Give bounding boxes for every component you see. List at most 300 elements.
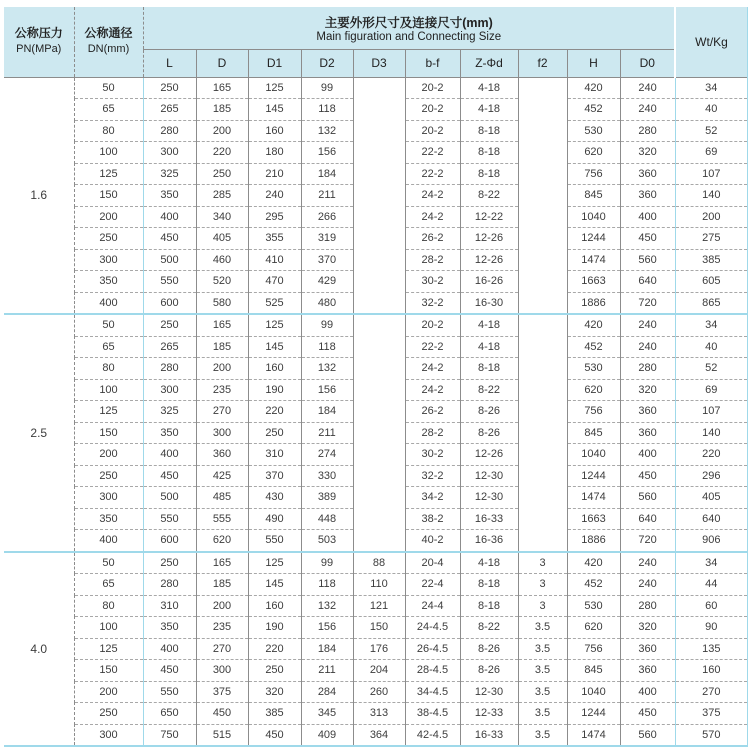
h-value: 1474: [567, 724, 620, 745]
z-phi-d-value: 12-26: [460, 228, 518, 250]
d1-value: 320: [248, 681, 301, 703]
d0-value: 240: [620, 77, 675, 99]
weight-value: 275: [675, 228, 747, 250]
d0-value: 450: [620, 465, 675, 487]
weight-value: 640: [675, 508, 747, 530]
l-value: 550: [143, 508, 196, 530]
d1-value: 370: [248, 465, 301, 487]
l-value: 265: [143, 336, 196, 358]
table-row: [4, 595, 747, 617]
table-row: [4, 77, 747, 99]
diameter-value: 250: [74, 228, 143, 250]
h-value: 1040: [567, 681, 620, 703]
d3-value: 110: [353, 574, 405, 596]
h-value: 620: [567, 379, 620, 401]
d0-value: 320: [620, 379, 675, 401]
d1-value: 210: [248, 163, 301, 185]
d2-value: 99: [301, 77, 353, 99]
diameter-value: 65: [74, 336, 143, 358]
l-value: 325: [143, 163, 196, 185]
l-value: 250: [143, 77, 196, 99]
d2-value: 503: [301, 530, 353, 552]
weight-value: 906: [675, 530, 747, 552]
d1-value: 145: [248, 574, 301, 596]
d2-value: 184: [301, 638, 353, 660]
d0-value: 360: [620, 638, 675, 660]
d2-value: 211: [301, 422, 353, 444]
l-value: 350: [143, 617, 196, 639]
d2-value: 184: [301, 401, 353, 423]
d1-value: 295: [248, 206, 301, 228]
bf-value: 22-2: [405, 336, 460, 358]
z-phi-d-value: 16-33: [460, 508, 518, 530]
z-phi-d-value: 8-18: [460, 142, 518, 164]
weight-value: 52: [675, 358, 747, 380]
d1-value: 125: [248, 552, 301, 574]
dimension-spec-table: [4, 7, 748, 747]
d0-value: 240: [620, 336, 675, 358]
z-phi-d-value: 8-22: [460, 185, 518, 207]
d1-value: 355: [248, 228, 301, 250]
d3-value: 176: [353, 638, 405, 660]
d1-value: 180: [248, 142, 301, 164]
d2-value: 211: [301, 660, 353, 682]
d3-value: 150: [353, 617, 405, 639]
d2-value: 156: [301, 379, 353, 401]
h-value: 1244: [567, 465, 620, 487]
d2-value: 99: [301, 314, 353, 336]
z-phi-d-value: 4-18: [460, 314, 518, 336]
bf-value: 28-4.5: [405, 660, 460, 682]
diameter-label-cn: 公称通径: [84, 26, 133, 41]
main-group-title-en: Main figuration and Connecting Size: [316, 30, 502, 43]
diameter-value: 200: [74, 681, 143, 703]
h-value: 420: [567, 552, 620, 574]
f2-value: 3.5: [518, 660, 567, 682]
d2-value: 284: [301, 681, 353, 703]
weight-value: 385: [675, 249, 747, 271]
main-group-title-cn: 主要外形尺寸及连接尺寸(mm): [324, 15, 493, 30]
weight-value: 865: [675, 292, 747, 314]
l-value: 350: [143, 422, 196, 444]
col-header-d1: D1: [248, 49, 301, 77]
z-phi-d-value: 4-18: [460, 552, 518, 574]
d-value: 250: [196, 163, 248, 185]
f2-value: 3: [518, 552, 567, 574]
d2-value: 274: [301, 444, 353, 466]
z-phi-d-value: 8-18: [460, 574, 518, 596]
d-value: 450: [196, 703, 248, 725]
bf-value: 24-2: [405, 379, 460, 401]
d3-empty-cell: [353, 314, 405, 552]
col-header-diameter: [74, 7, 143, 77]
d2-value: 99: [301, 552, 353, 574]
weight-value: 52: [675, 120, 747, 142]
d2-value: 132: [301, 358, 353, 380]
d-value: 460: [196, 249, 248, 271]
d1-value: 525: [248, 292, 301, 314]
d-value: 165: [196, 552, 248, 574]
weight-value: 296: [675, 465, 747, 487]
d3-value: 313: [353, 703, 405, 725]
bf-value: 20-2: [405, 120, 460, 142]
d3-value: 260: [353, 681, 405, 703]
d1-value: 550: [248, 530, 301, 552]
diameter-value: 100: [74, 617, 143, 639]
h-value: 756: [567, 638, 620, 660]
h-value: 1663: [567, 508, 620, 530]
col-header-f2: f2: [518, 49, 567, 77]
diameter-value: 300: [74, 249, 143, 271]
d0-value: 450: [620, 703, 675, 725]
d1-value: 410: [248, 249, 301, 271]
weight-value: 135: [675, 638, 747, 660]
z-phi-d-value: 12-30: [460, 465, 518, 487]
z-phi-d-value: 12-26: [460, 249, 518, 271]
l-value: 280: [143, 120, 196, 142]
z-phi-d-value: 8-26: [460, 422, 518, 444]
d-value: 485: [196, 487, 248, 509]
d-value: 165: [196, 314, 248, 336]
l-value: 280: [143, 358, 196, 380]
f2-value: 3: [518, 574, 567, 596]
d0-value: 280: [620, 595, 675, 617]
z-phi-d-value: 12-22: [460, 206, 518, 228]
d0-value: 450: [620, 228, 675, 250]
weight-value: 160: [675, 660, 747, 682]
l-value: 450: [143, 660, 196, 682]
bf-value: 34-4.5: [405, 681, 460, 703]
d0-value: 360: [620, 163, 675, 185]
table-row: [4, 724, 747, 745]
bf-value: 20-4: [405, 552, 460, 574]
h-value: 620: [567, 142, 620, 164]
pressure-value: 2.5: [4, 314, 74, 552]
l-value: 400: [143, 206, 196, 228]
weight-value: 90: [675, 617, 747, 639]
bf-value: 24-4.5: [405, 617, 460, 639]
bf-value: 22-2: [405, 142, 460, 164]
bf-value: 26-2: [405, 228, 460, 250]
d1-value: 220: [248, 638, 301, 660]
d2-value: 118: [301, 99, 353, 121]
l-value: 600: [143, 292, 196, 314]
col-header-h: H: [567, 49, 620, 77]
weight-value: 44: [675, 574, 747, 596]
l-value: 550: [143, 271, 196, 293]
f2-value: 3.5: [518, 724, 567, 745]
d1-value: 220: [248, 401, 301, 423]
d3-empty-cell: [353, 77, 405, 314]
h-value: 530: [567, 358, 620, 380]
bf-value: 30-2: [405, 444, 460, 466]
d-value: 185: [196, 574, 248, 596]
f2-value: 3.5: [518, 617, 567, 639]
bf-value: 28-2: [405, 249, 460, 271]
z-phi-d-value: 8-22: [460, 617, 518, 639]
weight-value: 200: [675, 206, 747, 228]
d1-value: 450: [248, 724, 301, 745]
weight-value: 605: [675, 271, 747, 293]
main-table: [4, 7, 747, 745]
f2-empty-cell: [518, 77, 567, 314]
diameter-value: 125: [74, 638, 143, 660]
d0-value: 240: [620, 314, 675, 336]
h-value: 845: [567, 185, 620, 207]
d0-value: 720: [620, 292, 675, 314]
z-phi-d-value: 12-30: [460, 487, 518, 509]
d3-value: 88: [353, 552, 405, 574]
d0-value: 280: [620, 120, 675, 142]
z-phi-d-value: 8-18: [460, 120, 518, 142]
table-row: [4, 617, 747, 639]
weight-value: 405: [675, 487, 747, 509]
col-header-d0: D0: [620, 49, 675, 77]
d2-value: 409: [301, 724, 353, 745]
bf-value: 26-4.5: [405, 638, 460, 660]
l-value: 250: [143, 314, 196, 336]
d2-value: 389: [301, 487, 353, 509]
l-value: 600: [143, 530, 196, 552]
bf-value: 22-2: [405, 163, 460, 185]
weight-value: 375: [675, 703, 747, 725]
weight-value: 69: [675, 142, 747, 164]
table-row: [4, 314, 747, 336]
weight-value: 107: [675, 163, 747, 185]
d0-value: 360: [620, 660, 675, 682]
d-value: 515: [196, 724, 248, 745]
table-row: [4, 660, 747, 682]
diameter-value: 50: [74, 552, 143, 574]
d0-value: 400: [620, 206, 675, 228]
d2-value: 266: [301, 206, 353, 228]
d-value: 555: [196, 508, 248, 530]
h-value: 1474: [567, 487, 620, 509]
h-value: 1244: [567, 228, 620, 250]
diameter-value: 65: [74, 574, 143, 596]
bf-value: 20-2: [405, 77, 460, 99]
table-row: [4, 638, 747, 660]
weight-value: 220: [675, 444, 747, 466]
d1-value: 160: [248, 358, 301, 380]
z-phi-d-value: 4-18: [460, 77, 518, 99]
d-value: 200: [196, 358, 248, 380]
f2-empty-cell: [518, 314, 567, 552]
diameter-label-en: DN(mm): [87, 43, 130, 56]
d2-value: 448: [301, 508, 353, 530]
l-value: 450: [143, 228, 196, 250]
d1-value: 430: [248, 487, 301, 509]
d0-value: 720: [620, 530, 675, 552]
h-value: 1040: [567, 206, 620, 228]
d-value: 360: [196, 444, 248, 466]
d-value: 220: [196, 142, 248, 164]
d2-value: 330: [301, 465, 353, 487]
diameter-value: 100: [74, 142, 143, 164]
d1-value: 240: [248, 185, 301, 207]
h-value: 756: [567, 163, 620, 185]
d0-value: 320: [620, 617, 675, 639]
diameter-value: 125: [74, 401, 143, 423]
d0-value: 360: [620, 401, 675, 423]
d0-value: 560: [620, 724, 675, 745]
z-phi-d-value: 4-18: [460, 336, 518, 358]
d1-value: 310: [248, 444, 301, 466]
weight-value: 40: [675, 99, 747, 121]
d2-value: 132: [301, 595, 353, 617]
d-value: 200: [196, 595, 248, 617]
bf-value: 22-4: [405, 574, 460, 596]
h-value: 452: [567, 336, 620, 358]
diameter-value: 250: [74, 465, 143, 487]
h-value: 845: [567, 422, 620, 444]
d-value: 340: [196, 206, 248, 228]
d0-value: 560: [620, 487, 675, 509]
d3-value: 364: [353, 724, 405, 745]
l-value: 300: [143, 379, 196, 401]
h-value: 1886: [567, 530, 620, 552]
bf-value: 24-2: [405, 358, 460, 380]
col-header-b-f: b-f: [405, 49, 460, 77]
diameter-value: 65: [74, 99, 143, 121]
h-value: 1886: [567, 292, 620, 314]
d0-value: 320: [620, 142, 675, 164]
d2-value: 118: [301, 336, 353, 358]
col-header-weight: Wt/Kg: [675, 7, 747, 77]
f2-value: 3.5: [518, 638, 567, 660]
d-value: 185: [196, 99, 248, 121]
d-value: 270: [196, 401, 248, 423]
col-header-main-group: [143, 7, 675, 49]
l-value: 280: [143, 574, 196, 596]
d-value: 425: [196, 465, 248, 487]
d-value: 235: [196, 617, 248, 639]
table-header: [4, 7, 747, 77]
bf-value: 40-2: [405, 530, 460, 552]
d2-value: 480: [301, 292, 353, 314]
pressure-label-en: PN(MPa): [16, 43, 62, 56]
col-header-d3: D3: [353, 49, 405, 77]
weight-value: 60: [675, 595, 747, 617]
z-phi-d-value: 16-30: [460, 292, 518, 314]
diameter-value: 150: [74, 422, 143, 444]
z-phi-d-value: 8-18: [460, 358, 518, 380]
d0-value: 400: [620, 444, 675, 466]
d1-value: 250: [248, 660, 301, 682]
pressure-value: 1.6: [4, 77, 74, 314]
bf-value: 42-4.5: [405, 724, 460, 745]
diameter-value: 300: [74, 724, 143, 745]
diameter-value: 50: [74, 77, 143, 99]
d0-value: 240: [620, 99, 675, 121]
h-value: 1244: [567, 703, 620, 725]
f2-value: 3.5: [518, 703, 567, 725]
bf-value: 26-2: [405, 401, 460, 423]
z-phi-d-value: 8-18: [460, 163, 518, 185]
d-value: 300: [196, 422, 248, 444]
h-value: 420: [567, 77, 620, 99]
pressure-value: 4.0: [4, 552, 74, 746]
d1-value: 490: [248, 508, 301, 530]
l-value: 350: [143, 185, 196, 207]
h-value: 1474: [567, 249, 620, 271]
l-value: 650: [143, 703, 196, 725]
col-header-pressure: [4, 7, 74, 77]
d1-value: 250: [248, 422, 301, 444]
diameter-value: 100: [74, 379, 143, 401]
d-value: 165: [196, 77, 248, 99]
d2-value: 184: [301, 163, 353, 185]
weight-value: 140: [675, 185, 747, 207]
h-value: 530: [567, 595, 620, 617]
d2-value: 156: [301, 617, 353, 639]
bf-value: 24-2: [405, 206, 460, 228]
l-value: 265: [143, 99, 196, 121]
z-phi-d-value: 12-26: [460, 444, 518, 466]
d1-value: 190: [248, 379, 301, 401]
d-value: 185: [196, 336, 248, 358]
l-value: 400: [143, 638, 196, 660]
d0-value: 280: [620, 358, 675, 380]
diameter-value: 200: [74, 206, 143, 228]
h-value: 1040: [567, 444, 620, 466]
pressure-label-cn: 公称压力: [14, 26, 63, 41]
d-value: 300: [196, 660, 248, 682]
l-value: 400: [143, 444, 196, 466]
d0-value: 240: [620, 574, 675, 596]
weight-value: 34: [675, 77, 747, 99]
d-value: 520: [196, 271, 248, 293]
h-value: 530: [567, 120, 620, 142]
d1-value: 160: [248, 120, 301, 142]
z-phi-d-value: 12-33: [460, 703, 518, 725]
diameter-value: 300: [74, 487, 143, 509]
d0-value: 240: [620, 552, 675, 574]
l-value: 750: [143, 724, 196, 745]
d2-value: 156: [301, 142, 353, 164]
d-value: 375: [196, 681, 248, 703]
diameter-value: 50: [74, 314, 143, 336]
weight-value: 40: [675, 336, 747, 358]
h-value: 620: [567, 617, 620, 639]
weight-value: 140: [675, 422, 747, 444]
l-value: 300: [143, 142, 196, 164]
z-phi-d-value: 8-26: [460, 401, 518, 423]
d3-value: 204: [353, 660, 405, 682]
weight-value: 107: [675, 401, 747, 423]
d2-value: 118: [301, 574, 353, 596]
h-value: 1663: [567, 271, 620, 293]
diameter-value: 400: [74, 292, 143, 314]
d2-value: 345: [301, 703, 353, 725]
d1-value: 160: [248, 595, 301, 617]
d2-value: 429: [301, 271, 353, 293]
l-value: 550: [143, 681, 196, 703]
diameter-value: 150: [74, 185, 143, 207]
diameter-value: 80: [74, 120, 143, 142]
bf-value: 24-4: [405, 595, 460, 617]
d2-value: 319: [301, 228, 353, 250]
d-value: 580: [196, 292, 248, 314]
d1-value: 470: [248, 271, 301, 293]
h-value: 452: [567, 99, 620, 121]
l-value: 500: [143, 487, 196, 509]
z-phi-d-value: 8-26: [460, 660, 518, 682]
z-phi-d-value: 16-36: [460, 530, 518, 552]
z-phi-d-value: 8-18: [460, 595, 518, 617]
weight-value: 69: [675, 379, 747, 401]
z-phi-d-value: 16-33: [460, 724, 518, 745]
